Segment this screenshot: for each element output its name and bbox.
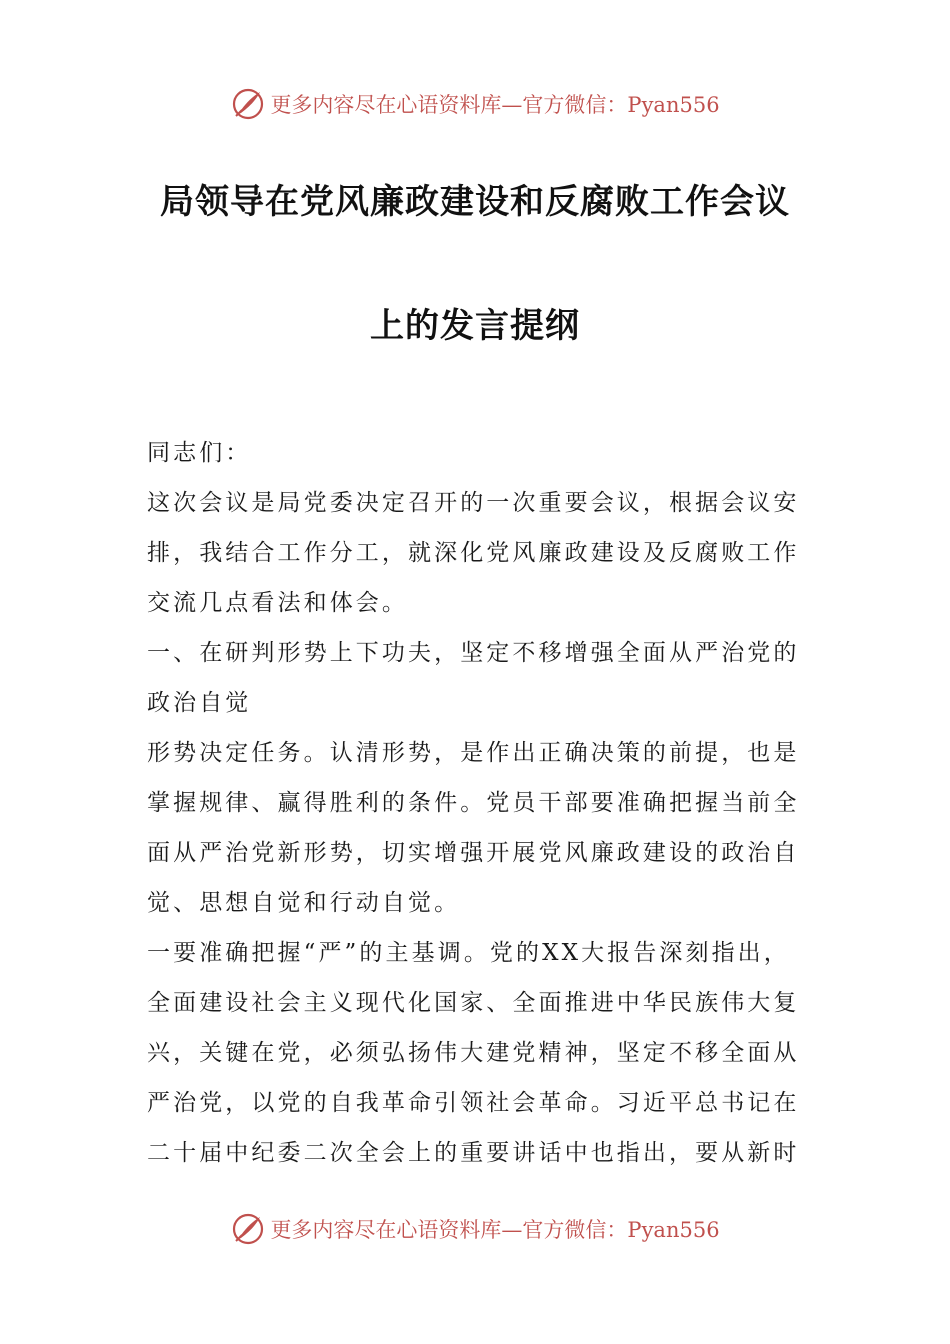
body-line: 掌握规律、赢得胜利的条件。党员干部要准确把握当前全 [147,790,800,816]
body-line: 形势决定任务。认清形势，是作出正确决策的前提，也是 [147,740,800,766]
document-title-line-1: 局领导在党风廉政建设和反腐败工作会议 [160,182,790,222]
body-line: 面从严治党新形势，切实增强开展党风廉政建设的政治自 [147,840,800,866]
quill-pen-logo-icon [230,86,266,122]
watermark-banner-top [0,84,950,124]
body-line: 兴，关键在党，必须弘扬伟大建党精神，坚定不移全面从 [147,1040,800,1066]
body-line: 排，我结合工作分工，就深化党风廉政建设及反腐败工作 [147,540,800,566]
salutation-line: 同志们： [147,440,252,466]
quill-pen-logo-icon [230,1211,266,1247]
watermark-banner-bottom [0,1209,950,1249]
body-line: 交流几点看法和体会。 [147,590,408,616]
watermark-text-top: 更多内容尽在心语资料库—官方微信：Pyan556 [270,93,720,117]
watermark-text-bottom: 更多内容尽在心语资料库—官方微信：Pyan556 [270,1218,720,1242]
body-line: 全面建设社会主义现代化国家、全面推进中华民族伟大复 [147,990,800,1016]
body-line: 一要准确把握“严”的主基调。党的XX大报告深刻指出， [147,940,790,966]
body-line: 这次会议是局党委决定召开的一次重要会议，根据会议安 [147,490,800,516]
body-line: 二十届中纪委二次全会上的重要讲话中也指出，要从新时 [147,1140,800,1166]
section-heading-line: 政治自觉 [147,690,252,716]
body-line: 觉、思想自觉和行动自觉。 [147,890,461,916]
section-heading-line: 一、在研判形势上下功夫，坚定不移增强全面从严治党的 [147,640,800,666]
document-title-line-2: 上的发言提纲 [370,306,580,346]
document-body [147,428,807,1178]
body-line: 严治党，以党的自我革命引领社会革命。习近平总书记在 [147,1090,800,1116]
